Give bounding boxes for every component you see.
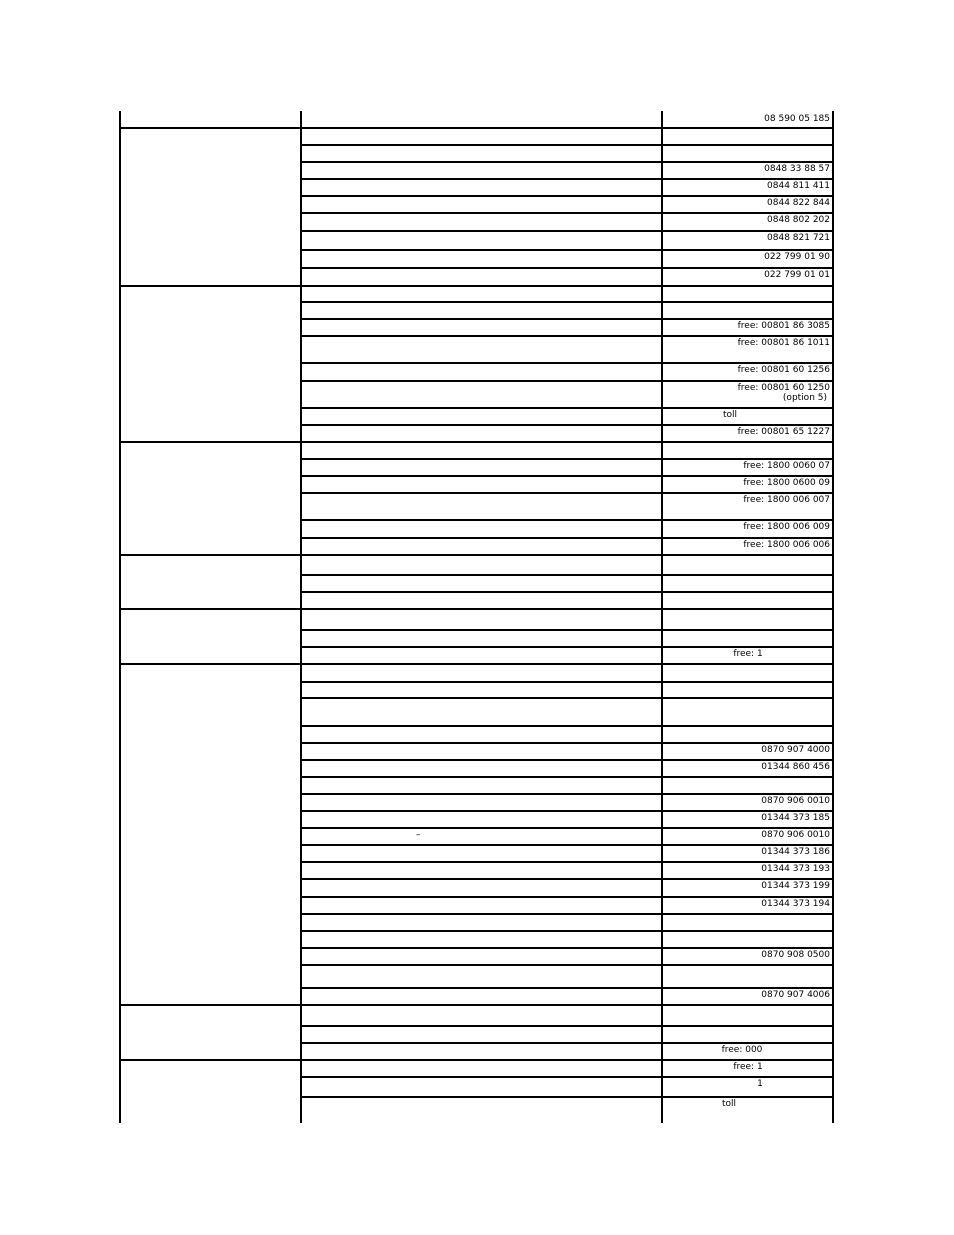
phone-number-cell: free: 1800 006 006 [743, 540, 830, 550]
row-border [301, 127, 834, 129]
row-border [301, 844, 834, 846]
phone-number-cell: 1 [757, 1079, 763, 1089]
row-border [301, 725, 834, 727]
row-border [301, 810, 834, 812]
row-border [301, 987, 834, 989]
row-border [301, 861, 834, 863]
column-border [119, 111, 121, 1123]
phone-number-cell: 08 590 05 185 [764, 114, 830, 124]
phone-number-cell: 0870 908 0500 [761, 950, 830, 960]
row-border [301, 697, 834, 699]
row-border [301, 230, 834, 232]
phone-number-cell: free: 1 [733, 649, 763, 659]
row-border [301, 930, 834, 932]
group-border [120, 554, 301, 556]
row-border [301, 1076, 834, 1078]
group-border [120, 1004, 301, 1006]
row-border [301, 161, 834, 163]
phone-number-cell: 01344 860 456 [761, 762, 830, 772]
phone-number-cell: 01344 373 185 [761, 813, 830, 823]
row-border [301, 458, 834, 460]
row-border [301, 318, 834, 320]
row-border [301, 178, 834, 180]
row-border [301, 878, 834, 880]
phone-number-note: (option 5) [782, 393, 827, 403]
row-border [301, 519, 834, 521]
group-border [120, 1059, 301, 1061]
row-border [301, 301, 834, 303]
row-border [301, 335, 834, 337]
row-border [301, 285, 834, 287]
row-border [301, 492, 834, 494]
row-border [301, 827, 834, 829]
row-border [301, 407, 834, 409]
phone-number-cell: 01344 373 186 [761, 847, 830, 857]
row-border [301, 1059, 834, 1061]
row-border [301, 896, 834, 898]
row-border [301, 441, 834, 443]
phone-number-cell: free: 1 [733, 1062, 763, 1072]
phone-number-cell: toll [722, 410, 738, 420]
phone-number-cell: free: 1800 0060 07 [743, 461, 830, 471]
row-border [301, 362, 834, 364]
row-border [301, 475, 834, 477]
row-border [301, 554, 834, 556]
row-border [301, 742, 834, 744]
phone-number-cell: 0870 907 4000 [761, 745, 830, 755]
row-border [301, 776, 834, 778]
row-border [301, 195, 834, 197]
column-border [661, 111, 663, 1123]
group-border [120, 127, 301, 129]
phone-number-cell: 0870 906 0010 [761, 796, 830, 806]
row-border [301, 913, 834, 915]
phone-number-cell: 0870 906 0010 [761, 830, 830, 840]
row-border [301, 629, 834, 631]
phone-number-cell: free: 000 [721, 1045, 763, 1055]
phone-number-cell: 01344 373 199 [761, 881, 830, 891]
row-border [301, 1096, 834, 1098]
row-border [301, 144, 834, 146]
phone-number-cell: 01344 373 194 [761, 899, 830, 909]
row-border [301, 537, 834, 539]
row-border [301, 212, 834, 214]
phone-number-cell: toll [721, 1099, 737, 1109]
group-border [120, 285, 301, 287]
phone-number-cell: 0848 33 88 57 [764, 164, 830, 174]
phone-number-cell: 0870 907 4006 [761, 990, 830, 1000]
row-border [301, 1042, 834, 1044]
phone-number-cell: 0848 802 202 [767, 215, 830, 225]
row-border [301, 947, 834, 949]
row-border [301, 663, 834, 665]
row-border [301, 793, 834, 795]
row-border [301, 646, 834, 648]
phone-number-cell: free: 00801 65 1227 [737, 427, 830, 437]
row-border [301, 424, 834, 426]
phone-number-cell: free: 1800 006 007 [743, 495, 830, 505]
dash-mark: – [416, 830, 421, 840]
row-border [301, 681, 834, 683]
phone-number-cell: free: 00801 86 1011 [737, 338, 830, 348]
phone-number-cell: 01344 373 193 [761, 864, 830, 874]
row-border [301, 591, 834, 593]
phone-number-cell: free: 00801 60 1256 [737, 365, 830, 375]
row-border [301, 249, 834, 251]
group-border [120, 441, 301, 443]
phone-number-cell: 022 799 01 90 [764, 252, 830, 262]
row-border [301, 267, 834, 269]
phone-number-cell: free: 00801 86 3085 [737, 321, 830, 331]
row-border [301, 574, 834, 576]
row-border [301, 608, 834, 610]
phone-number-cell: 0848 821 721 [767, 233, 830, 243]
row-border [301, 964, 834, 966]
phone-number-cell: 022 799 01 01 [764, 270, 830, 280]
row-border [301, 1004, 834, 1006]
column-border [300, 111, 302, 1123]
column-border [832, 111, 834, 1123]
phone-number-cell: 0844 822 844 [767, 198, 830, 208]
phone-number-cell: free: 00801 60 1250 [737, 383, 830, 393]
row-border [301, 1025, 834, 1027]
phone-number-cell: free: 1800 006 009 [743, 522, 830, 532]
phone-number-cell: free: 1800 0600 09 [743, 478, 830, 488]
phone-number-cell: 0844 811 411 [767, 181, 830, 191]
group-border [120, 663, 301, 665]
row-border [301, 759, 834, 761]
row-border [301, 380, 834, 382]
group-border [120, 608, 301, 610]
